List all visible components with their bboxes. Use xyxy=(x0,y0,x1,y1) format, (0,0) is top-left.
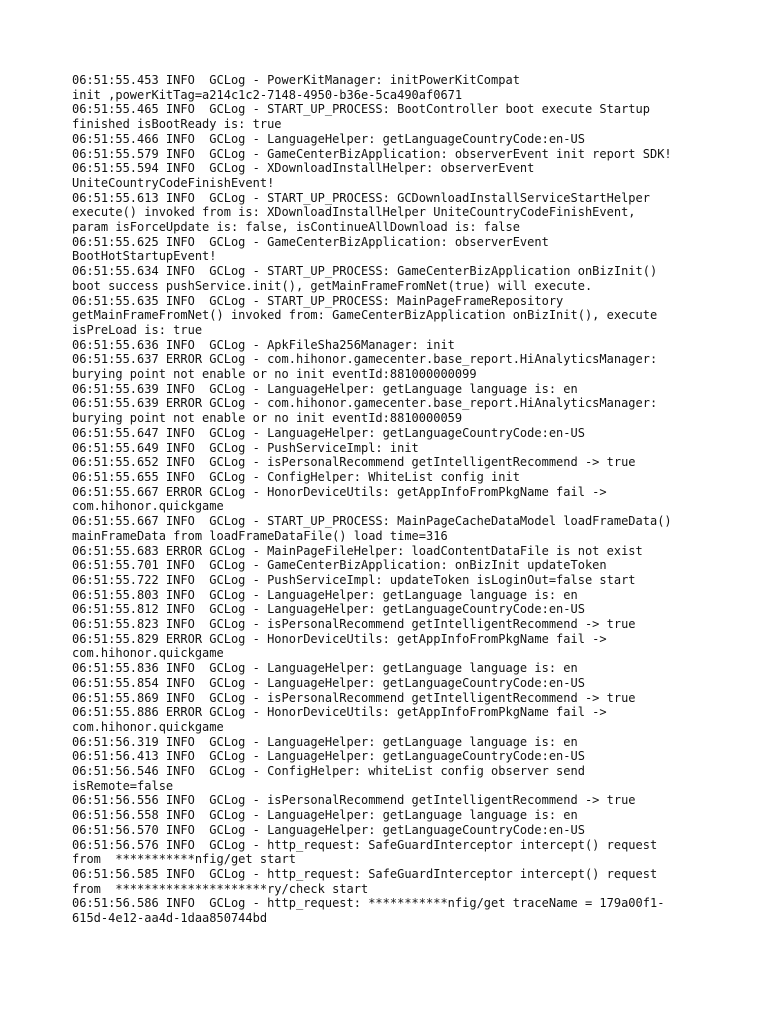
log-line: 06:51:55.639 ERROR GCLog - com.hihonor.gamecenter.base_report.HiAnalyticsManager: xyxy=(72,396,658,411)
log-line: 06:51:55.683 ERROR GCLog - MainPageFileHelper: loadContentDataFile is not exist xyxy=(72,543,643,558)
log-line: 06:51:55.829 ERROR GCLog - HonorDeviceUtils: getAppInfoFromPkgName fail -> xyxy=(72,631,607,646)
log-line: getMainFrameFromNet() invoked from: GameCenterBizApplication onBizInit(), execute xyxy=(72,308,658,323)
log-line: 06:51:55.854 INFO GCLog - LanguageHelper: getLanguageCountryCode:en-US xyxy=(72,675,585,690)
log-line: finished isBootReady is: true xyxy=(72,117,282,132)
log-line: 06:51:55.667 ERROR GCLog - HonorDeviceUtils: getAppInfoFromPkgName fail -> xyxy=(72,484,607,499)
log-line: mainFrameData from loadFrameDataFile() load time=316 xyxy=(72,528,448,543)
log-line: 06:51:55.869 INFO GCLog - isPersonalRecommend getIntelligentRecommend -> true xyxy=(72,690,636,705)
log-line: execute() invoked from is: XDownloadInstallHelper UniteCountryCodeFinishEvent, xyxy=(72,205,636,220)
log-line: BootHotStartupEvent! xyxy=(72,249,217,264)
log-document xyxy=(72,73,762,926)
log-line: burying point not enable or no init eventId:881000000099 xyxy=(72,367,477,382)
log-line: com.hihonor.quickgame xyxy=(72,646,224,661)
log-line: burying point not enable or no init eventId:8810000059 xyxy=(72,411,463,426)
log-line: 06:51:55.625 INFO GCLog - GameCenterBizApplication: observerEvent xyxy=(72,234,549,249)
log-line: UniteCountryCodeFinishEvent! xyxy=(72,175,275,190)
log-line: 06:51:56.570 INFO GCLog - LanguageHelper: getLanguageCountryCode:en-US xyxy=(72,822,585,837)
log-line: 06:51:55.812 INFO GCLog - LanguageHelper: getLanguageCountryCode:en-US xyxy=(72,602,585,617)
log-line: 06:51:55.594 INFO GCLog - XDownloadInstallHelper: observerEvent xyxy=(72,161,535,176)
log-line: init ,powerKitTag=a214c1c2-7148-4950-b36e-5ca490af0671 xyxy=(72,87,463,102)
log-line: 06:51:56.556 INFO GCLog - isPersonalRecommend getIntelligentRecommend -> true xyxy=(72,793,636,808)
log-line: 06:51:55.701 INFO GCLog - GameCenterBizApplication: onBizInit updateToken xyxy=(72,558,607,573)
log-line: param isForceUpdate is: false, isContinueAllDownload is: false xyxy=(72,220,520,235)
log-line: 06:51:56.413 INFO GCLog - LanguageHelper: getLanguageCountryCode:en-US xyxy=(72,749,585,764)
log-line: 06:51:55.636 INFO GCLog - ApkFileSha256Manager: init xyxy=(72,337,455,352)
log-line: 06:51:55.722 INFO GCLog - PushServiceImpl: updateToken isLoginOut=false start xyxy=(72,572,636,587)
log-line: 06:51:55.667 INFO GCLog - START_UP_PROCESS: MainPageCacheDataModel loadFrameData() xyxy=(72,514,672,529)
log-line: 06:51:56.586 INFO GCLog - http_request: ***********nfig/get traceName = 179a00f1- xyxy=(72,896,665,911)
log-line: 615d-4e12-aa4d-1daa850744bd xyxy=(72,911,268,926)
log-line: 06:51:55.886 ERROR GCLog - HonorDeviceUtils: getAppInfoFromPkgName fail -> xyxy=(72,705,607,720)
log-line: 06:51:55.652 INFO GCLog - isPersonalRecommend getIntelligentRecommend -> true xyxy=(72,455,636,470)
log-line: 06:51:55.649 INFO GCLog - PushServiceImpl: init xyxy=(72,440,419,455)
log-line: 06:51:55.639 INFO GCLog - LanguageHelper: getLanguage language is: en xyxy=(72,381,578,396)
log-line: 06:51:56.319 INFO GCLog - LanguageHelper: getLanguage language is: en xyxy=(72,734,578,749)
log-line: 06:51:55.836 INFO GCLog - LanguageHelper: getLanguage language is: en xyxy=(72,661,578,676)
log-line: 06:51:55.823 INFO GCLog - isPersonalRecommend getIntelligentRecommend -> true xyxy=(72,617,636,632)
log-line: com.hihonor.quickgame xyxy=(72,499,224,514)
log-line: 06:51:56.558 INFO GCLog - LanguageHelper: getLanguage language is: en xyxy=(72,808,578,823)
log-line: 06:51:55.466 INFO GCLog - LanguageHelper: getLanguageCountryCode:en-US xyxy=(72,131,585,146)
log-line: from ***********nfig/get start xyxy=(72,852,296,867)
log-line: 06:51:55.613 INFO GCLog - START_UP_PROCESS: GCDownloadInstallServiceStartHelper xyxy=(72,190,650,205)
log-line: 06:51:55.465 INFO GCLog - START_UP_PROCESS: BootController boot execute Startup xyxy=(72,102,650,117)
log-line: 06:51:55.634 INFO GCLog - START_UP_PROCESS: GameCenterBizApplication onBizInit() xyxy=(72,264,658,279)
log-line: isPreLoad is: true xyxy=(72,322,203,337)
log-line: isRemote=false xyxy=(72,778,174,793)
log-line: 06:51:56.585 INFO GCLog - http_request: SafeGuardInterceptor intercept() request xyxy=(72,866,658,881)
log-line: com.hihonor.quickgame xyxy=(72,719,224,734)
log-line: 06:51:55.803 INFO GCLog - LanguageHelper: getLanguage language is: en xyxy=(72,587,578,602)
log-line: 06:51:55.637 ERROR GCLog - com.hihonor.gamecenter.base_report.HiAnalyticsManager: xyxy=(72,352,658,367)
log-line: 06:51:56.546 INFO GCLog - ConfigHelper: whiteList config observer send xyxy=(72,764,585,779)
log-line: 06:51:55.647 INFO GCLog - LanguageHelper: getLanguageCountryCode:en-US xyxy=(72,425,585,440)
log-line: 06:51:55.579 INFO GCLog - GameCenterBizApplication: observerEvent init report SDK! xyxy=(72,146,672,161)
log-line: 06:51:55.655 INFO GCLog - ConfigHelper: WhiteList config init xyxy=(72,469,520,484)
log-line: 06:51:56.576 INFO GCLog - http_request: SafeGuardInterceptor intercept() request xyxy=(72,837,658,852)
log-line: 06:51:55.635 INFO GCLog - START_UP_PROCESS: MainPageFrameRepository xyxy=(72,293,564,308)
log-line: boot success pushService.init(), getMainFrameFromNet(true) will execute. xyxy=(72,278,593,293)
log-line: 06:51:55.453 INFO GCLog - PowerKitManager: initPowerKitCompat xyxy=(72,73,520,87)
log-line: from *********************ry/check start xyxy=(72,881,369,896)
